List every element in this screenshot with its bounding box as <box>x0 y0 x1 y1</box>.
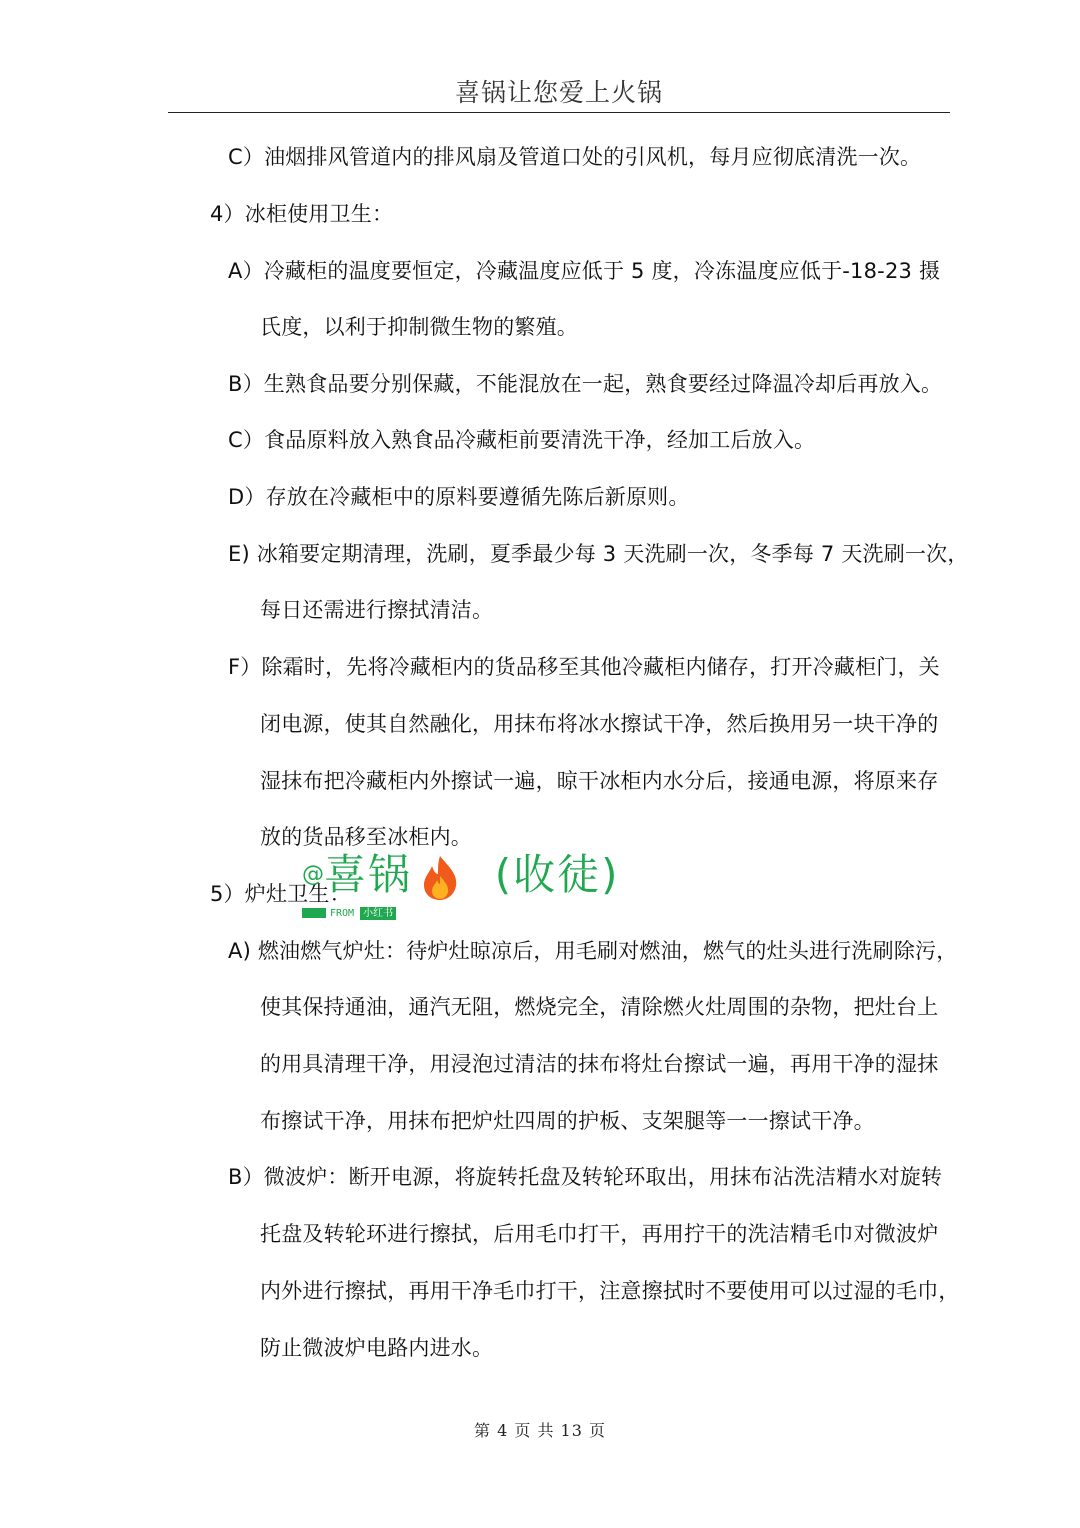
text-line: 湿抹布把冷藏柜内外擦试一遍，晾干冰柜内水分后，接通电源，将原来存 <box>260 769 939 793</box>
text-line: B）微波炉：断开电源，将旋转托盘及转轮环取出，用抹布沾洗洁精水对旋转 <box>228 1165 943 1189</box>
watermark <box>302 846 620 926</box>
watermark-bar <box>302 908 326 918</box>
page-number: 第 4 页 共 13 页 <box>474 1421 606 1440</box>
watermark-at: @ <box>302 862 324 887</box>
text-line: C）油烟排风管道内的排风扇及管道口处的引风机，每月应彻底清洗一次。 <box>228 145 922 169</box>
text-line: E) 冰箱要定期清理，洗刷，夏季最少每 3 天洗刷一次，冬季每 7 天洗刷一次， <box>228 542 969 566</box>
text-line: 布擦试干净，用抹布把炉灶四周的护板、支架腿等一一擦试干净。 <box>260 1109 875 1133</box>
text-line: 每日还需进行擦拭清洁。 <box>260 598 494 622</box>
text-line: D）存放在冷藏柜中的原料要遵循先陈后新原则。 <box>228 485 690 509</box>
flame-icon <box>418 854 462 902</box>
section-heading: 4）冰柜使用卫生： <box>210 202 394 226</box>
watermark-from: FROM <box>330 907 355 919</box>
text-line: F）除霜时，先将冷藏柜内的货品移至其他冷藏柜内储存，打开冷藏柜门，关 <box>228 655 940 679</box>
text-line: A）冷藏柜的温度要恒定，冷藏温度应低于 5 度，冷冻温度应低于-18-23 摄 <box>228 259 941 283</box>
text-line: 氏度，以利于抑制微生物的繁殖。 <box>260 315 578 339</box>
text-line: 的用具清理干净，用浸泡过清洁的抹布将灶台擦试一遍，再用干净的湿抹 <box>260 1052 939 1076</box>
text-line: 使其保持通油，通汽无阻，燃烧完全，清除燃火灶周围的杂物，把灶台上 <box>260 995 939 1019</box>
text-line: A) 燃油燃气炉灶：待炉灶晾凉后，用毛刷对燃油，燃气的灶头进行洗刷除污， <box>228 939 958 963</box>
text-line: 内外进行擦拭，再用干净毛巾打干，注意擦拭时不要使用可以过湿的毛巾， <box>260 1279 960 1303</box>
text-line: 闭电源，使其自然融化，用抹布将冰水擦试干净，然后换用另一块干净的 <box>260 712 939 736</box>
text-line: C）食品原料放入熟食品冷藏柜前要清洗干净，经加工后放入。 <box>228 428 816 452</box>
header-title: 喜锅让您爱上火锅 <box>454 78 663 107</box>
text-line: 托盘及转轮环进行擦拭，后用毛巾打干，再用拧干的洗洁精毛巾对微波炉 <box>260 1222 939 1246</box>
section-heading: 5）炉灶卫生： <box>210 882 351 906</box>
text-line: B）生熟食品要分别保藏，不能混放在一起，熟食要经过降温冷却后再放入。 <box>228 372 943 396</box>
page-header <box>168 74 950 113</box>
watermark-tag: (收徒) <box>494 850 620 899</box>
watermark-name <box>324 846 620 904</box>
watermark-name-text: 喜锅 <box>324 850 413 899</box>
text-line: 防止微波炉电路内进水。 <box>260 1336 494 1360</box>
watermark-source <box>302 906 396 920</box>
text-line: 放的货品移至冰柜内。 <box>260 825 472 849</box>
watermark-source-label: 小红书 <box>360 907 396 920</box>
